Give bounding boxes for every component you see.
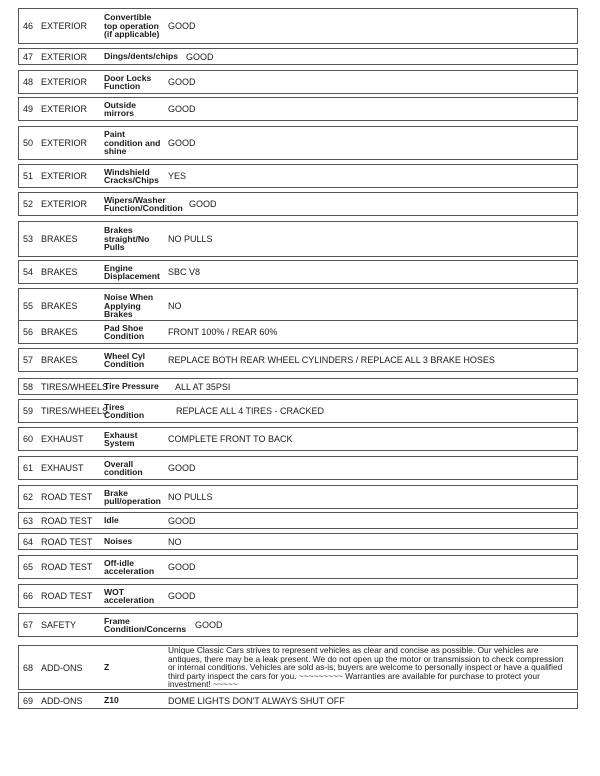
table-row	[18, 192, 578, 216]
row-value: COMPLETE FRONT TO BACK	[168, 434, 293, 444]
row-section: BRAKES	[41, 355, 78, 365]
row-value: NO PULLS	[168, 234, 213, 244]
row-item-line: Paint	[104, 129, 126, 140]
row-item-line: System	[104, 438, 135, 448]
row-section: EXTERIOR	[41, 138, 88, 148]
row-item-line: pull/operation	[104, 496, 161, 506]
row-item-line: Dings/dents/chips	[104, 51, 179, 62]
row-section: ROAD TEST	[41, 515, 93, 526]
row-value: GOOD	[186, 51, 214, 62]
row-item-line: Tires	[104, 401, 125, 412]
row-item	[104, 49, 186, 64]
row-item-line: acceleration	[104, 566, 155, 576]
row-item-line: Tire Pressure	[104, 381, 159, 392]
row-item-line: Off-idle	[104, 557, 135, 568]
row-value: GOOD	[168, 515, 196, 526]
row-section: ADD-ONS	[41, 662, 83, 673]
row-number: 49	[23, 104, 34, 114]
table-row	[18, 221, 578, 257]
row-number: 57	[23, 355, 34, 365]
row-section: ROAD TEST	[41, 562, 93, 572]
row-section: EXTERIOR	[41, 77, 88, 87]
row-item-line: Brakes	[104, 225, 133, 236]
row-item-line: Z	[104, 662, 110, 673]
row-number: 60	[23, 434, 34, 444]
row-number: 46	[23, 21, 34, 31]
table-row	[18, 427, 578, 451]
table-row	[18, 399, 578, 423]
row-value: SBC V8	[168, 267, 201, 277]
row-item-line: straight/No	[104, 233, 150, 244]
row-item-line: acceleration	[104, 595, 155, 605]
row-item-line: Wipers/Washer	[104, 194, 166, 205]
table-row	[18, 97, 578, 121]
row-section: ROAD TEST	[41, 492, 93, 502]
row-item-line: Condition	[104, 410, 145, 420]
row-item-line: (if applicable)	[104, 29, 160, 40]
table-row	[18, 70, 578, 94]
row-number: 58	[23, 381, 34, 392]
row-item-line: Function	[104, 81, 141, 91]
row-item-line: Brake	[104, 487, 128, 498]
row-value: GOOD	[195, 620, 223, 630]
row-number: 53	[23, 234, 34, 244]
table-row	[18, 288, 578, 324]
row-section: EXTERIOR	[41, 51, 88, 62]
row-item-line: Wheel Cyl	[104, 350, 146, 361]
row-section: ADD-ONS	[41, 695, 83, 706]
table-row	[18, 126, 578, 160]
row-item-line: condition	[104, 467, 143, 477]
row-section: EXTERIOR	[41, 104, 88, 114]
row-item-line: mirrors	[104, 108, 135, 118]
row-item-line: Outside	[104, 99, 136, 110]
row-section: BRAKES	[41, 267, 78, 277]
table-row	[18, 613, 578, 637]
row-value: ALL AT 35PSI	[175, 381, 231, 392]
table-row	[18, 378, 578, 395]
row-section: BRAKES	[41, 327, 78, 337]
row-item-line: Engine	[104, 262, 133, 273]
row-value: DOME LIGHTS DON'T ALWAYS SHUT OFF	[168, 695, 345, 706]
table-row	[18, 555, 578, 579]
table-row	[18, 8, 578, 44]
row-number: 63	[23, 515, 34, 526]
row-item-line: WOT	[104, 586, 125, 597]
row-item-line: Noises	[104, 536, 133, 547]
table-row	[18, 584, 578, 608]
row-value: NO	[168, 536, 182, 547]
row-item	[104, 614, 186, 636]
row-value: GOOD	[168, 591, 196, 601]
row-number: 51	[23, 171, 34, 181]
row-number: 61	[23, 463, 34, 473]
row-value: NO	[168, 301, 182, 311]
table-row	[18, 164, 578, 188]
table-row	[18, 645, 578, 690]
row-number: 67	[23, 620, 34, 630]
row-item-line: Overall	[104, 458, 134, 469]
table-row	[18, 692, 578, 709]
row-item-line: Windshield	[104, 166, 150, 177]
row-value: GOOD	[168, 104, 196, 114]
row-number: 69	[23, 695, 34, 706]
row-section: BRAKES	[41, 301, 78, 311]
row-number: 62	[23, 492, 34, 502]
row-value: FRONT 100% / REAR 60%	[168, 327, 278, 337]
table-row	[18, 485, 578, 509]
row-item-line: Cracks/Chips	[104, 175, 159, 185]
table-row	[18, 348, 578, 372]
row-number: 64	[23, 536, 34, 547]
row-section: EXTERIOR	[41, 171, 88, 181]
row-number: 55	[23, 301, 34, 311]
row-section: ROAD TEST	[41, 591, 93, 601]
row-value: REPLACE ALL 4 TIRES - CRACKED	[176, 406, 325, 416]
row-value: GOOD	[168, 463, 196, 473]
row-section: ROAD TEST	[41, 536, 93, 547]
row-item-line: Function/Condition	[104, 203, 183, 213]
row-item-line: Brakes	[104, 309, 133, 320]
row-number: 56	[23, 327, 34, 337]
row-item	[104, 379, 186, 394]
row-number: 48	[23, 77, 34, 87]
row-item	[104, 193, 186, 215]
row-item-line: Applying	[104, 300, 141, 311]
table-row	[18, 456, 578, 480]
row-value: Unique Classic Cars strives to represent vehicles as clear and concise as possible. Our vehicles are antiques, there may be a leak present. We do not open up the motor or transmission to check compression or internal conditions. Vehicles are sold as-is; buyers are welcome to personally inspect or have a qualified third party inspect the cars for you. ~~~~~~~~~ Warranties are available for purchase to protect your investment! ~~~~~	[168, 645, 564, 690]
table-row	[18, 533, 578, 550]
row-value: GOOD	[189, 199, 217, 209]
row-section: EXTERIOR	[41, 21, 88, 31]
row-item-line: Door Locks	[104, 72, 152, 83]
row-section: TIRES/WHEELS	[41, 406, 109, 416]
row-item-line: Convertible	[104, 12, 152, 23]
row-item-line: Noise When	[104, 292, 154, 303]
row-value: REPLACE BOTH REAR WHEEL CYLINDERS / REPLACE ALL 3 BRAKE HOSES	[168, 355, 495, 365]
row-item-line: condition and	[104, 137, 161, 148]
row-section: EXHAUST	[41, 463, 84, 473]
row-value: GOOD	[168, 77, 196, 87]
row-value: GOOD	[168, 21, 196, 31]
row-item-line: Displacement	[104, 271, 160, 281]
row-number: 65	[23, 562, 34, 572]
row-item-line: Condition/Concerns	[104, 624, 187, 634]
row-item-line: Pad Shoe	[104, 322, 144, 333]
row-number: 68	[23, 662, 34, 673]
row-section: TIRES/WHEELS	[41, 381, 109, 392]
row-item-line: Frame	[104, 615, 130, 626]
row-number: 54	[23, 267, 34, 277]
row-value: GOOD	[168, 562, 196, 572]
row-section: SAFETY	[41, 620, 77, 630]
row-item-line: top operation	[104, 20, 159, 31]
row-item-line: Condition	[104, 359, 145, 369]
row-number: 50	[23, 138, 34, 148]
row-value: GOOD	[168, 138, 196, 148]
row-section: BRAKES	[41, 234, 78, 244]
row-item-line: Z10	[104, 695, 119, 706]
table-row	[18, 320, 578, 344]
row-number: 66	[23, 591, 34, 601]
row-value: NO PULLS	[168, 492, 213, 502]
row-section: EXHAUST	[41, 434, 84, 444]
row-item-line: shine	[104, 146, 127, 157]
row-number: 59	[23, 406, 34, 416]
table-row	[18, 48, 578, 65]
row-item-line: Pulls	[104, 242, 125, 253]
table-row	[18, 512, 578, 529]
row-number: 47	[23, 51, 34, 62]
row-section: EXTERIOR	[41, 199, 88, 209]
table-row	[18, 260, 578, 284]
row-value: YES	[168, 171, 187, 181]
row-item-line: Condition	[104, 331, 145, 341]
row-item-line: Idle	[104, 515, 119, 526]
row-item-line: Exhaust	[104, 429, 138, 440]
row-number: 52	[23, 199, 34, 209]
row-item	[104, 400, 186, 422]
